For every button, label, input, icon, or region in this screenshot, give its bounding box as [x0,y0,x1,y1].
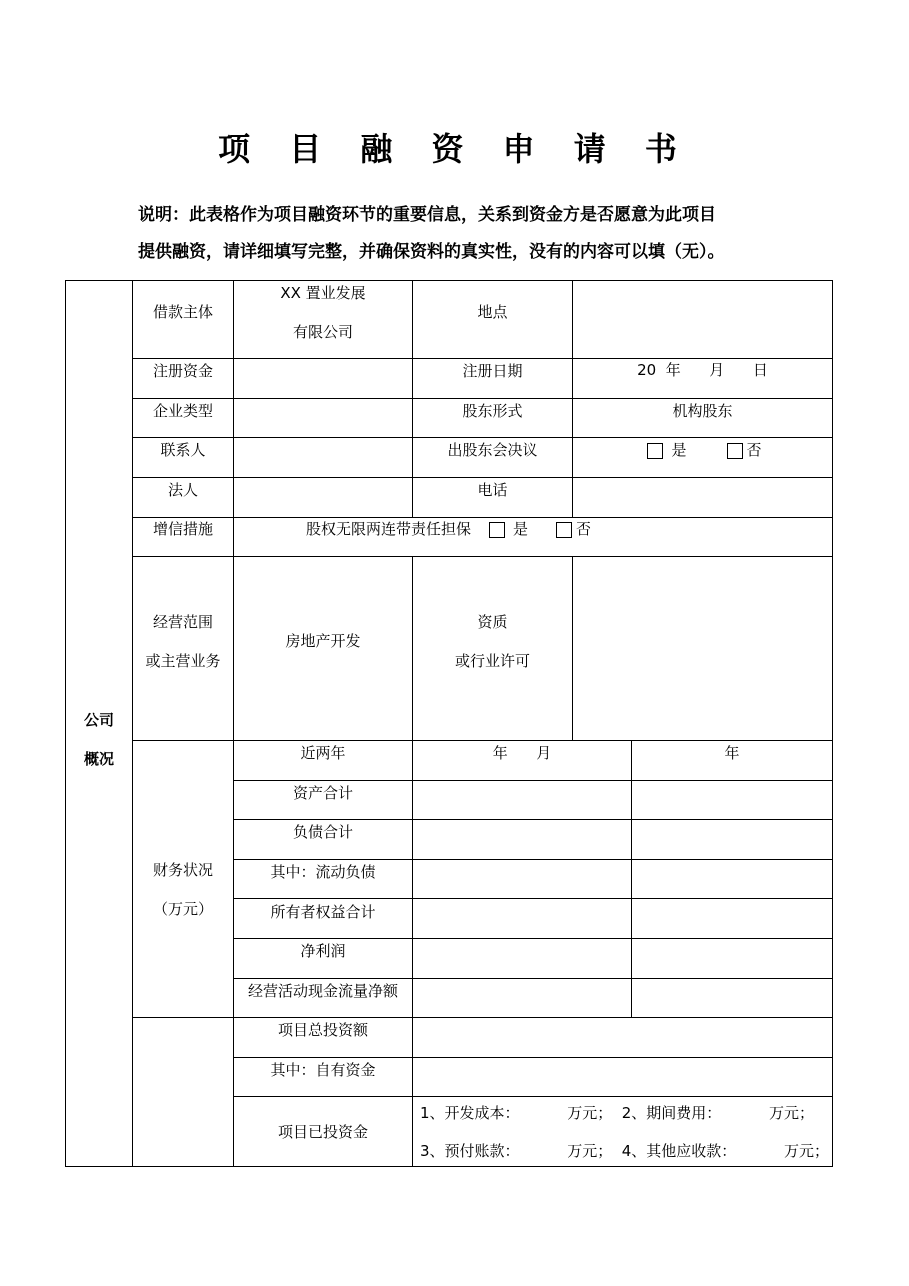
contact-label: 联系人 [160,441,206,459]
reg-date-label: 注册日期 [462,362,523,380]
resolution-label: 出股东会决议 [447,441,538,459]
business-scope-label-line-2: 或主营业务 [145,652,221,670]
finance-header-item: 近两年 [300,744,346,762]
project-own-funds-label: 其中：自有资金 [270,1061,376,1079]
borrower-value[interactable] [234,274,412,352]
legal-rep-value[interactable] [234,471,412,510]
legal-rep-label: 法人 [167,481,198,499]
reg-capital-value[interactable] [234,352,412,391]
finance-row-label: 经营活动现金流量净额 [247,982,398,1000]
qualification-label-line-1: 资质 [477,613,508,631]
business-scope-value[interactable]: 房地产开发 [285,632,361,650]
credit-no-checkbox[interactable] [556,522,572,538]
location-value[interactable] [573,293,832,332]
instruction-line-1: 说明：此表格作为项目融资环节的重要信息，关系到资金方是否愿意为此项目 [138,205,716,225]
finance-label [133,851,233,929]
business-scope-label-line-1: 经营范围 [152,613,213,631]
credit-yes-checkbox[interactable] [489,522,505,538]
resolution-choice [573,431,832,470]
finance-row-label: 其中：流动负债 [270,863,376,881]
section-label-company-overview [66,700,132,780]
project-invested-label: 项目已投资金 [277,1123,368,1141]
borrower-value-line-2: 有限公司 [292,323,353,341]
qualification-label [413,603,572,681]
finance-row-label: 净利润 [300,942,346,960]
company-type-label: 企业类型 [152,402,213,420]
project-invested-line-2[interactable]: 3、预付账款： 万元； 4、其他应收款： 万元； [420,1142,829,1160]
resolution-yes-checkbox[interactable] [647,443,663,459]
section-label-line-2: 概况 [83,750,114,768]
borrower-label: 借款主体 [152,303,213,321]
shareholder-form-label: 股东形式 [462,402,523,420]
qualification-label-line-2: 或行业许可 [454,652,530,670]
phone-label: 电话 [477,481,508,499]
finance-row-label: 资产合计 [292,784,353,802]
reg-date-value[interactable]: 20 年 月 日 [637,361,768,379]
credit-enhancement-label: 增信措施 [152,520,213,538]
instruction-line-2: 提供融资，请详细填写完整，并确保资料的真实性，没有的内容可以填（无）。 [138,242,725,262]
credit-yes-label: 是 [513,520,529,538]
credit-enhancement-row [234,510,832,549]
borrower-value-line-1: XX 置业发展 [280,284,366,302]
qualification-value[interactable] [573,622,832,661]
resolution-no-label: 否 [746,441,762,459]
finance-label-line-2: （万元） [152,900,213,918]
phone-value[interactable] [573,471,832,510]
finance-label-line-1: 财务状况 [152,861,213,879]
project-invested-line-1[interactable]: 1、开发成本： 万元； 2、期间费用： 万元； [420,1104,814,1122]
shareholder-form-value[interactable]: 机构股东 [672,402,733,420]
business-scope-label [133,603,233,681]
credit-enhancement-text: 股权无限两连带责任担保 [306,520,472,538]
resolution-no-checkbox[interactable] [727,443,743,459]
section-label-line-1: 公司 [83,711,114,729]
finance-row-label: 所有者权益合计 [270,903,376,921]
location-label: 地点 [477,303,508,321]
contact-value[interactable] [234,431,412,470]
credit-no-label: 否 [576,520,592,538]
company-type-value[interactable] [234,392,412,431]
finance-header-col1[interactable]: 年 月 [492,744,552,762]
finance-header-col2[interactable]: 年 [724,744,740,762]
page-title: 项 目 融 资 申 请 书 [218,130,691,168]
resolution-yes-label: 是 [671,441,687,459]
finance-row-label: 负债合计 [292,823,353,841]
project-total-label: 项目总投资额 [277,1021,368,1039]
reg-capital-label: 注册资金 [152,362,213,380]
